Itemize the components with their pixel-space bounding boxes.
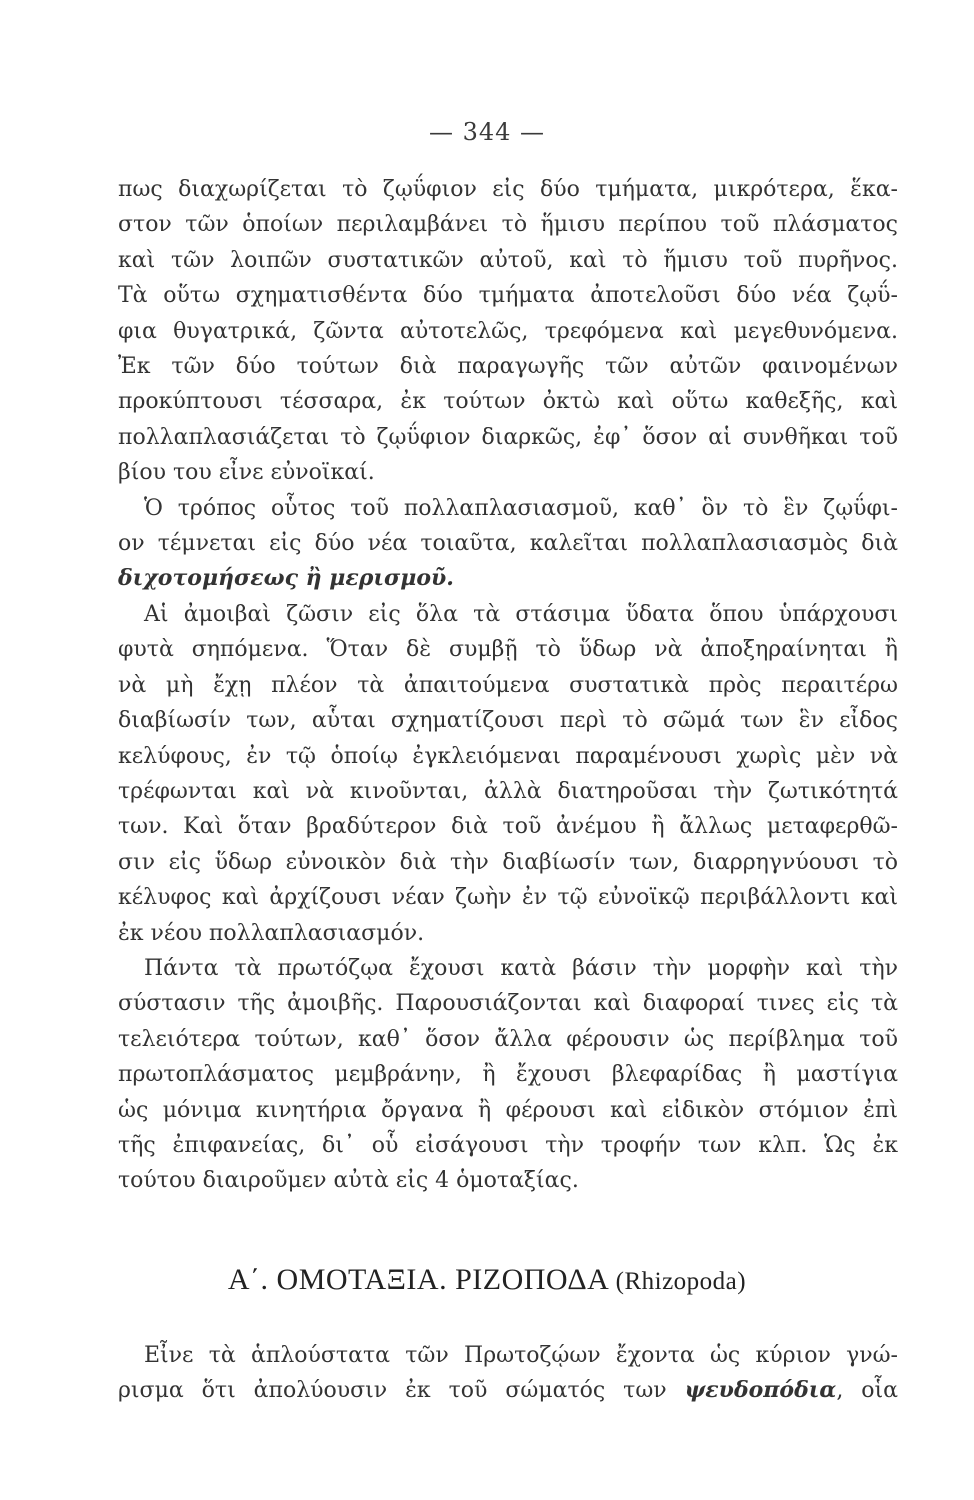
- text-line: Ὁ τρόπος οὗτος τοῦ πολλαπλασιασμοῦ, καθ᾽ ὃν τὸ ἓν ζῳΰφι-: [144, 495, 898, 521]
- text-line: Πάντα τὰ πρωτόζῳα ἔχουσι κατὰ βάσιν τὴν μορφὴν καὶ τὴν: [144, 955, 898, 981]
- text-line: στον τῶν ὁποίων περιλαμβάνει τὸ ἥμισυ περίπου τοῦ πλάσματος: [118, 212, 898, 238]
- body-text: [118, 172, 898, 1199]
- text-line: πως διαχωρίζεται τὸ ζῳΰφιον εἰς δύο τμήματα, μικρότερα, ἕκα-: [118, 177, 898, 202]
- text-line: ὡς μόνιμα κινητήρια ὄργανα ἢ φέρουσι καὶ εἰδικὸν στόμιον ἐπὶ: [118, 1097, 898, 1123]
- text-line: φυτὰ σηπόμενα. Ὅταν δὲ συμβῇ τὸ ὕδωρ νὰ ἀποξηραίνηται ἢ: [118, 637, 898, 663]
- section-heading: [0, 1263, 974, 1297]
- text-line: διαβίωσίν των, αὗται σχηματίζουσι περὶ τὸ σῶμά των ἓν εἶδος: [118, 708, 898, 734]
- text-line: ον τέμνεται εἰς δύο νέα τοιαῦτα, καλεῖται πολλαπλασιασμὸς διὰ: [118, 531, 898, 557]
- text-line: κέλυφος καὶ ἀρχίζουσι νέαν ζωὴν ἐν τῷ εὐνοϊκῷ περιβάλλοντι καὶ: [118, 885, 898, 911]
- text-line: των. Καὶ ὅταν βραδύτερον διὰ τοῦ ἀνέμου ἢ ἄλλως μεταφερθῶ-: [118, 814, 898, 840]
- text-line: πολλαπλασιάζεται τὸ ζῳΰφιον διαρκῶς, ἐφ᾽ ὅσον αἱ συνθῆκαι τοῦ: [118, 424, 898, 450]
- text-fragment: , οἷα: [836, 1378, 898, 1404]
- text-line: ἐκ νέου πολλαπλασιασμόν.: [118, 920, 425, 946]
- text-line: κελύφους, ἐν τῷ ὁποίῳ ἐγκλειόμεναι παραμένουσι χωρὶς μὲν νὰ: [118, 743, 898, 769]
- text-line: φια θυγατρικά, ζῶντα αὐτοτελῶς, τρεφόμενα καὶ μεγεθυνόμενα.: [118, 318, 898, 344]
- section-body: [118, 1338, 898, 1409]
- text-line: νὰ μὴ ἔχῃ πλέον τὰ ἀπαιτούμενα συστατικὰ πρὸς περαιτέρω: [118, 672, 898, 698]
- heading-latin: (Rhizopoda): [615, 1268, 747, 1295]
- emphasis-term: διχοτομήσεως ἢ μερισμοῦ.: [118, 565, 454, 592]
- text-line: Ἐκ τῶν δύο τούτων διὰ παραγωγῆς τῶν αὐτῶν φαινομένων: [118, 354, 898, 380]
- text-line: προκύπτουσι τέσσαρα, ἐκ τούτων ὀκτὼ καὶ οὕτω καθεξῆς, καὶ: [118, 389, 898, 415]
- text-line: καὶ τῶν λοιπῶν συστατικῶν αὐτοῦ, καὶ τὸ ἥμισυ τοῦ πυρῆνος.: [118, 247, 898, 273]
- text-line: Τὰ οὕτω σχηματισθέντα δύο τμήματα ἀποτελοῦσι δύο νέα ζῳΰ-: [118, 283, 898, 309]
- text-line: σιν εἰς ὕδωρ εὐνοικὸν διὰ τὴν διαβίωσίν των, διαρρηγνύουσι τὸ: [118, 849, 898, 875]
- emphasis-term: ψευδοπόδια: [684, 1377, 837, 1404]
- text-line: πρωτοπλάσματος μεμβράνην, ἢ ἔχουσι βλεφαρίδας ἢ μαστίγια: [118, 1062, 898, 1088]
- text-line: βίου του εἶνε εὐνοϊκαί.: [118, 460, 375, 486]
- text-line: [118, 1373, 898, 1408]
- page-number: — 344 —: [428, 118, 546, 146]
- heading-greek: Α΄. ΟΜΟΤΑΞΙΑ. ΡΙΖΟΠΟΔΑ: [227, 1263, 608, 1296]
- text-line: τρέφωνται καὶ νὰ κινοῦνται, ἀλλὰ διατηροῦσαι τὴν ζωτικότητά: [118, 778, 898, 804]
- text-line: Αἱ ἀμοιβαὶ ζῶσιν εἰς ὅλα τὰ στάσιμα ὕδατα ὅπου ὑπάρχουσι: [144, 601, 898, 627]
- text-line: τῆς ἐπιφανείας, δι᾽ οὗ εἰσάγουσι τὴν τροφήν των κλπ. Ὡς ἐκ: [118, 1132, 898, 1158]
- text-line: τελειότερα τούτων, καθ᾽ ὅσον ἄλλα φέρουσιν ὡς περίβλημα τοῦ: [118, 1026, 898, 1052]
- text-line: τούτου διαιροῦμεν αὐτὰ εἰς 4 ὁμοταξίας.: [118, 1168, 579, 1194]
- text-line: σύστασιν τῆς ἀμοιβῆς. Παρουσιάζονται καὶ διαφοραί τινες εἰς τὰ: [118, 991, 898, 1017]
- text-line: Εἶνε τὰ ἁπλούστατα τῶν Πρωτοζῴων ἔχοντα ὡς κύριον γνώ-: [144, 1343, 898, 1368]
- text-fragment: ρισμα ὅτι ἀπολύουσιν ἐκ τοῦ σώματός των: [118, 1378, 667, 1404]
